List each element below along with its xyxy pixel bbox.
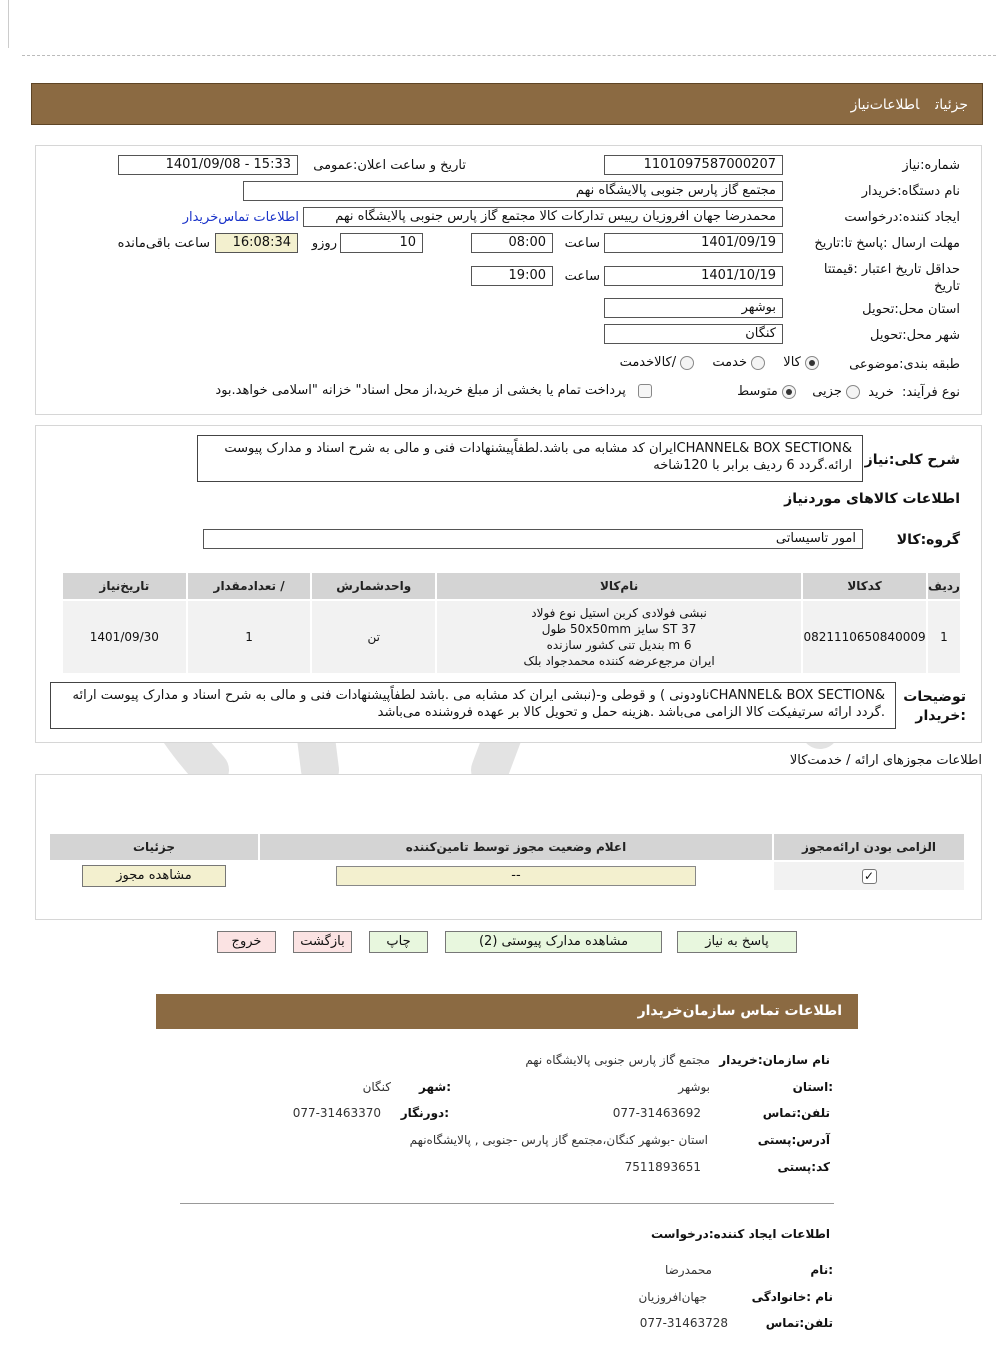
col-unit: واحدشمارش: [312, 573, 435, 599]
col-permit-status: اعلام وضعیت مجوز توسط تامین‌کننده: [260, 834, 772, 860]
cell-name-line: ST 37 سایز 50x50mm طول: [541, 622, 697, 636]
creator-phone-value: 077-31463728: [639, 1316, 728, 1330]
creator-family-value: جهان‌افروزیان: [638, 1290, 707, 1304]
city-label: شهر محل:تحویل: [870, 328, 960, 343]
creator-label: ایجاد کننده:درخواست: [844, 210, 960, 225]
validity-time-label: ساعت: [564, 269, 600, 284]
col-permit-details: جزئیات: [50, 834, 258, 860]
page-header: [31, 83, 983, 125]
view-permit-button[interactable]: مشاهده مجوز: [82, 865, 226, 887]
contact-address-value: استان -بوشهر کنگان،مجتمع گاز پارس -جنوبی , پالایشگاه‌نهم: [409, 1133, 708, 1147]
contact-phone-label: تلفن:تماس: [762, 1106, 830, 1120]
cell-date: 1401/09/30: [63, 601, 186, 673]
creator-info-heading: اطلاعات ایجاد کننده:درخواست: [650, 1227, 830, 1241]
deadline-time-field: 08:00: [471, 233, 553, 253]
buyer-label: نام دستگاه:خریدار: [861, 184, 960, 199]
goods-heading: اطلاعات کالاهای موردنیاز: [784, 491, 960, 507]
cell-unit: تن: [312, 601, 435, 673]
province-field: بوشهر: [604, 298, 783, 318]
cell-name-line: 6 m بندیل تنی کشور سازنده: [546, 638, 692, 652]
table-row: [63, 601, 960, 673]
process-medium-radio[interactable]: [782, 385, 796, 399]
contact-fax-label: :دورنگار: [400, 1106, 449, 1120]
cell-permit-status: [260, 862, 772, 890]
creator-family-label: نام :خانوادگی: [751, 1290, 833, 1304]
tab-need-info[interactable]: اطلاعات‌نیاز: [850, 97, 920, 113]
col-permit-required: الزامی بودن ارائه‌مجوز: [774, 834, 964, 860]
process-options: [690, 384, 860, 399]
category-both-label: /کالاخدمت: [619, 355, 677, 370]
permits-table: [48, 832, 966, 892]
contact-phone-value: 077-31463692: [612, 1106, 701, 1120]
col-code: کدکالا: [803, 573, 926, 599]
table-row: [50, 862, 964, 890]
deadline-date-field: 1401/09/19: [604, 233, 783, 253]
validity-label: حداقل تاریخ اعتبار :قیمتتا تاریخ: [823, 262, 960, 294]
cell-code: 0821110650840009: [803, 601, 926, 673]
print-button[interactable]: چاپ: [369, 931, 428, 953]
category-both-radio[interactable]: [680, 356, 694, 370]
buyer-field: مجتمع گاز پارس جنوبی پالایشگاه نهم: [243, 181, 783, 201]
announce-label: تاریخ و ساعت اعلان:عمومی: [313, 158, 466, 173]
cell-permit-required: [774, 862, 964, 890]
goods-group-label: گروه:کالا: [896, 532, 960, 548]
goods-table-header: [63, 573, 960, 599]
contact-fax-value: 077-31463370: [292, 1106, 381, 1120]
col-date: تاریخ‌نیاز: [63, 573, 186, 599]
process-partial-label: جزیی: [812, 384, 842, 399]
tab-details[interactable]: جزئیات: [935, 97, 968, 113]
contact-city-value: کنگان: [362, 1080, 391, 1094]
province-label: استان محل:تحویل: [862, 302, 960, 317]
col-name: نام‌کالا: [437, 573, 801, 599]
cell-qty: 1: [188, 601, 311, 673]
goods-table: [61, 571, 962, 675]
contact-postal-value: 7511893651: [624, 1160, 701, 1174]
description-label: شرح کلی:نیاز: [864, 452, 960, 468]
city-field: کنگان: [604, 324, 783, 344]
page-edge-line: [8, 0, 9, 48]
deadline-label: مهلت ارسال :پاسخ تا:تاریخ: [814, 236, 960, 251]
creator-field: محمدرضا جهان افروزیان رییس تدارکات کالا مجتمع گاز پارس جنوبی پالایشگاه نهم: [303, 207, 783, 227]
process-partial-radio[interactable]: [846, 385, 860, 399]
col-row: ردیف: [928, 573, 960, 599]
category-goods-radio[interactable]: [805, 356, 819, 370]
category-service-radio[interactable]: [751, 356, 765, 370]
permits-table-header: [50, 834, 964, 860]
process-buy-label: خرید: [868, 385, 894, 400]
cell-permit-details: [50, 862, 258, 890]
process-medium-label: متوسط: [737, 384, 778, 399]
contact-province-value: بوشهر: [678, 1080, 710, 1094]
buyer-contact-link[interactable]: اطلاعات تماس‌خریدار: [182, 210, 299, 225]
category-service-label: خدمت: [712, 355, 747, 370]
buyer-notes-text: &CHANNEL& BOX SECTIONناودونی ) و قوطی و-(نبشی ایران کد مشابه می .باشد لطفاًپیشنهادات فنی و مالی به شرح اسناد و مدارک پیوست ارائه .گردد ارائه سرتیفیکت کالا الزامی می‌باشد .هزینه حمل و تحویل کالا بر عهده فروشنده می‌باشد: [50, 682, 896, 729]
top-divider: [22, 55, 996, 56]
remaining-label: ساعت باقی‌مانده: [117, 236, 210, 251]
description-text: &CHANNEL& BOX SECTIONایران کد مشابه می باشد.لطفاًپیشنهادات فنی و مالی به شرح اسناد و مدارک پیوست ارائه.گردد 6 ردیف برابر با 120شاخه: [197, 435, 863, 482]
permits-heading: اطلاعات مجوزهای ارائه / خدمت‌کالا: [789, 753, 982, 768]
cell-name-line: ایران مرجع‌عرضه کننده محمدجواد بلک: [523, 654, 715, 668]
announce-field: 1401/09/08 - 15:33: [118, 155, 298, 175]
cell-row: 1: [928, 601, 960, 673]
org-label: نام سازمان:خریدار: [719, 1053, 830, 1067]
permit-required-checkbox[interactable]: ✓: [862, 869, 877, 884]
validity-time-field: 19:00: [471, 266, 553, 286]
creator-phone-label: تلفن:تماس: [765, 1316, 833, 1330]
attachments-button[interactable]: مشاهده مدارک پیوستی (2): [445, 931, 662, 953]
back-button[interactable]: بازگشت: [293, 931, 352, 953]
need-number-label: شماره:نیاز: [902, 158, 960, 173]
contact-province-label: :استان: [792, 1080, 833, 1094]
payment-note: پرداخت تمام یا بخشی از مبلغ خرید،از محل اسناد" خزانه "اسلامی خواهد.بود: [215, 383, 626, 398]
contact-address-label: آدرس:پستی: [757, 1133, 830, 1147]
contact-divider: [180, 1203, 834, 1204]
payment-checkbox[interactable]: [638, 384, 652, 398]
permit-status-field: --: [336, 866, 696, 886]
cell-name-line: نبشی فولادی کربن استیل نوع فولاد: [531, 606, 707, 620]
buyer-notes-label: توضیحات :خریدار: [903, 689, 966, 724]
category-label: طبقه بندی:موضوعی: [849, 357, 960, 372]
col-qty: / تعدادمقدار: [188, 573, 311, 599]
deadline-time-label: ساعت: [564, 236, 600, 251]
creator-name-label: :نام: [810, 1263, 833, 1277]
exit-button[interactable]: خروج: [217, 931, 276, 953]
validity-date-field: 1401/10/19: [604, 266, 783, 286]
org-value: مجتمع گاز پارس جنوبی پالایشگاه نهم: [525, 1053, 710, 1067]
need-number-field: 1101097587000207: [604, 155, 783, 175]
contact-postal-label: کد:پستی: [777, 1160, 830, 1174]
remaining-time-field: 16:08:34: [215, 233, 298, 253]
goods-group-field: امور تاسیساتی: [203, 529, 863, 549]
contact-header: اطلاعات تماس سازمان‌خریدار: [156, 994, 858, 1029]
days-label: روزو: [311, 236, 337, 251]
days-field: 10: [340, 233, 423, 253]
process-type-label: نوع فرآیند:: [902, 385, 960, 400]
cell-name: [437, 601, 801, 673]
creator-name-value: محمدرضا: [664, 1263, 712, 1277]
contact-city-label: :شهر: [419, 1080, 451, 1094]
category-goods-label: کالا: [783, 355, 801, 370]
process-label: [868, 385, 960, 400]
reply-button[interactable]: پاسخ به نیاز: [677, 931, 797, 953]
payment-option: [180, 383, 652, 398]
category-options: [579, 355, 819, 370]
